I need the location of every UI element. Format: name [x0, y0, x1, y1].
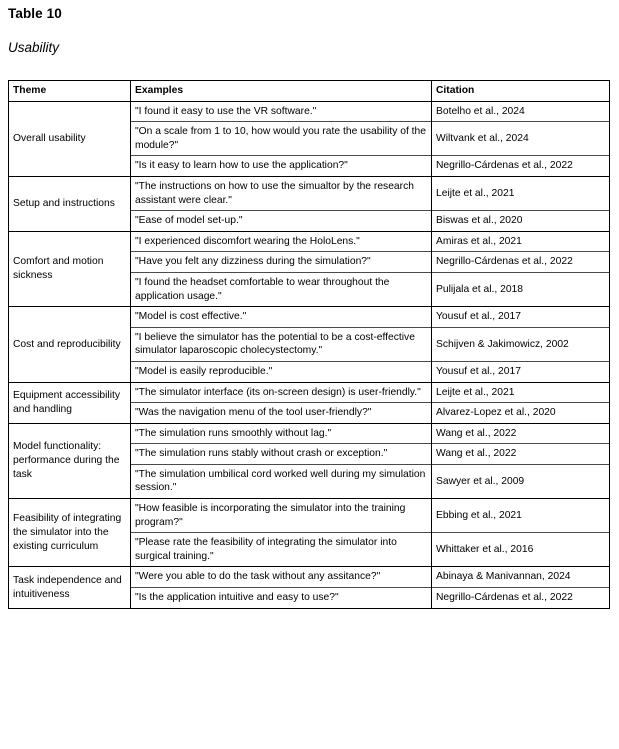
table-row: [9, 176, 610, 210]
example-cell: "I found the headset comfortable to wear throughout the application usage.": [131, 272, 432, 306]
theme-cell: Comfort and motion sickness: [9, 231, 131, 306]
citation-cell: Negrillo-Cárdenas et al., 2022: [432, 252, 610, 273]
table-header-row: [9, 81, 610, 102]
example-cell: "I believe the simulator has the potential to be a cost-effective simulator laparoscopic cholecystectomy.": [131, 327, 432, 361]
theme-cell: Setup and instructions: [9, 176, 131, 231]
theme-cell: Model functionality: performance during the task: [9, 423, 131, 498]
table-number-label: Table 10: [8, 6, 62, 21]
theme-cell: Task independence and intuitiveness: [9, 567, 131, 608]
table-row: [9, 499, 610, 533]
example-cell: "Have you felt any dizziness during the simulation?": [131, 252, 432, 273]
citation-cell: Whittaker et al., 2016: [432, 533, 610, 567]
example-cell: "On a scale from 1 to 10, how would you rate the usability of the module?": [131, 122, 432, 156]
table-header: [9, 81, 610, 102]
citation-cell: Schijven & Jakimowicz, 2002: [432, 327, 610, 361]
example-cell: "Is the application intuitive and easy to use?": [131, 588, 432, 609]
example-cell: "The simulation runs stably without crash or exception.": [131, 444, 432, 465]
example-cell: "Was the navigation menu of the tool user-friendly?": [131, 403, 432, 424]
citation-cell: Wang et al., 2022: [432, 423, 610, 444]
example-cell: "I experienced discomfort wearing the HoloLens.": [131, 231, 432, 252]
column-header-citation: Citation: [432, 81, 610, 102]
citation-cell: Yousuf et al., 2017: [432, 361, 610, 382]
citation-cell: Pulijala et al., 2018: [432, 272, 610, 306]
example-cell: "Model is easily reproducible.": [131, 361, 432, 382]
citation-cell: Alvarez-Lopez et al., 2020: [432, 403, 610, 424]
citation-cell: Abinaya & Manivannan, 2024: [432, 567, 610, 588]
table-row: [9, 101, 610, 122]
citation-cell: Sawyer et al., 2009: [432, 464, 610, 498]
example-cell: "Model is cost effective.": [131, 307, 432, 328]
citation-cell: Leijte et al., 2021: [432, 382, 610, 403]
citation-cell: Amiras et al., 2021: [432, 231, 610, 252]
example-cell: "Please rate the feasibility of integrating the simulator into surgical training.": [131, 533, 432, 567]
citation-cell: Botelho et al., 2024: [432, 101, 610, 122]
example-cell: "The instructions on how to use the simualtor by the research assistant were clear.": [131, 176, 432, 210]
column-header-theme: Theme: [9, 81, 131, 102]
example-cell: "The simulator interface (its on-screen design) is user-friendly.": [131, 382, 432, 403]
theme-cell: Equipment accessibility and handling: [9, 382, 131, 423]
citation-cell: Yousuf et al., 2017: [432, 307, 610, 328]
citation-cell: Wiltvank et al., 2024: [432, 122, 610, 156]
table-row: [9, 382, 610, 403]
example-cell: "I found it easy to use the VR software.": [131, 101, 432, 122]
example-cell: "The simulation runs smoothly without lag.": [131, 423, 432, 444]
example-cell: "Is it easy to learn how to use the application?": [131, 156, 432, 177]
citation-cell: Negrillo-Cárdenas et al., 2022: [432, 156, 610, 177]
example-cell: "The simulation umbilical cord worked well during my simulation session.": [131, 464, 432, 498]
example-cell: "Were you able to do the task without any assitance?": [131, 567, 432, 588]
table-row: [9, 231, 610, 252]
citation-cell: Wang et al., 2022: [432, 444, 610, 465]
table-caption: Usability: [8, 40, 60, 55]
table-body: [9, 101, 610, 608]
example-cell: "How feasible is incorporating the simulator into the training program?": [131, 499, 432, 533]
usability-table: [8, 80, 610, 609]
theme-cell: Overall usability: [9, 101, 131, 176]
table-row: [9, 307, 610, 328]
theme-cell: Feasibility of integrating the simulator into the existing curriculum: [9, 499, 131, 567]
citation-cell: Ebbing et al., 2021: [432, 499, 610, 533]
example-cell: "Ease of model set-up.": [131, 211, 432, 232]
column-header-examples: Examples: [131, 81, 432, 102]
citation-cell: Biswas et al., 2020: [432, 211, 610, 232]
table-row: [9, 567, 610, 588]
citation-cell: Leijte et al., 2021: [432, 176, 610, 210]
table-row: [9, 423, 610, 444]
theme-cell: Cost and reproducibility: [9, 307, 131, 382]
citation-cell: Negrillo-Cárdenas et al., 2022: [432, 588, 610, 609]
